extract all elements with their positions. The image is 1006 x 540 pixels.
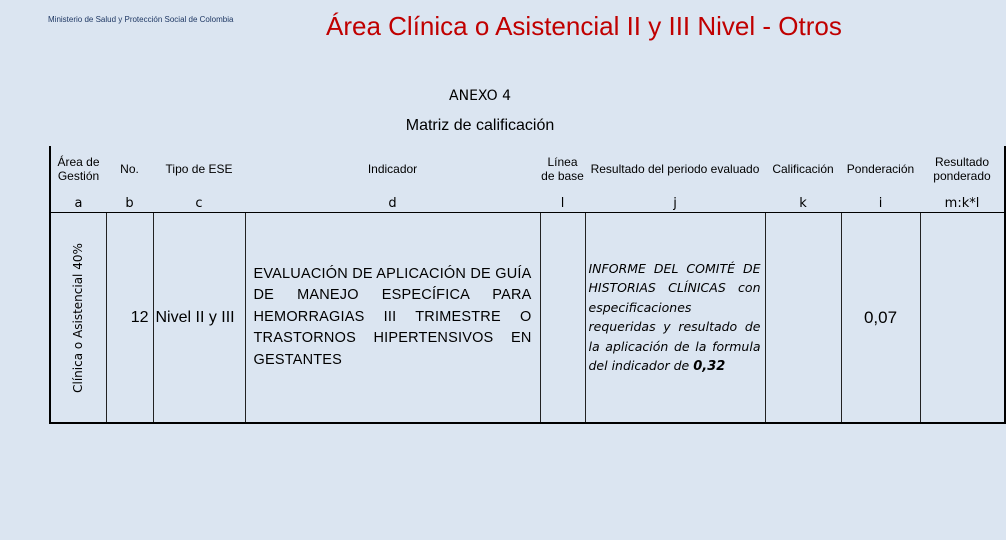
- resultado-value: 0,32: [693, 359, 726, 374]
- header-area: Área de Gestión: [57, 155, 100, 183]
- letter-resultado: j: [585, 194, 765, 213]
- header-calificacion: Calificación: [772, 162, 834, 177]
- matrix-title: Matriz de calificación: [405, 117, 555, 134]
- ministry-label: Ministerio de Salud y Protección Social de Colombia: [48, 15, 234, 24]
- letter-row: [50, 194, 1005, 213]
- header-row: [50, 146, 1005, 194]
- letter-linea-base: l: [540, 194, 585, 213]
- header-tipo: Tipo de ESE: [165, 162, 233, 177]
- letter-area: a: [50, 194, 106, 213]
- annex-label: ANEXO 4: [449, 88, 511, 104]
- header-indicador: Indicador: [367, 162, 418, 177]
- tipo-cell: Nivel II y III: [153, 213, 245, 424]
- letter-indicador: d: [245, 194, 540, 213]
- letter-number: b: [106, 194, 153, 213]
- indicador-cell: EVALUACIÓN DE APLICACIÓN DE GUÍA DE MANEJO ESPECÍFICA PARA HEMORRAGIAS III TRIMESTRE O TRASTORNOS HIPERTENSIVOS EN GESTANTES: [245, 213, 540, 424]
- header-number: No.: [120, 162, 139, 177]
- header-resultado-ponderado: Resultado ponderado: [933, 155, 991, 183]
- qualification-matrix-table: [49, 146, 1006, 424]
- letter-resultado-ponderado: m:k*l: [920, 194, 1005, 213]
- table-row: [50, 213, 1005, 424]
- header-linea-base: Línea de base: [541, 155, 584, 183]
- header-resultado: Resultado del periodo evaluado: [590, 162, 760, 177]
- ponderacion-cell: 0,07: [841, 213, 920, 424]
- calificacion-cell: [765, 213, 841, 424]
- resultado-text: INFORME DEL COMITÉ DE HISTORIAS CLÍNICAS con especificaciones requeridas y resultado de la aplicación de la formula del indicador de: [588, 260, 761, 373]
- letter-ponderacion: i: [841, 194, 920, 213]
- area-cell: [50, 213, 106, 424]
- page-title: Área Clínica o Asistencial II y III Nivel - Otros: [326, 11, 842, 41]
- area-label: Clínica o Asistencial 40%: [71, 242, 86, 393]
- linea-base-cell: [540, 213, 585, 424]
- resultado-ponderado-cell: [920, 213, 1005, 424]
- number-cell: 12: [106, 213, 153, 424]
- letter-tipo: c: [153, 194, 245, 213]
- resultado-cell: [585, 213, 765, 424]
- header-ponderacion: Ponderación: [846, 162, 915, 177]
- letter-calificacion: k: [765, 194, 841, 213]
